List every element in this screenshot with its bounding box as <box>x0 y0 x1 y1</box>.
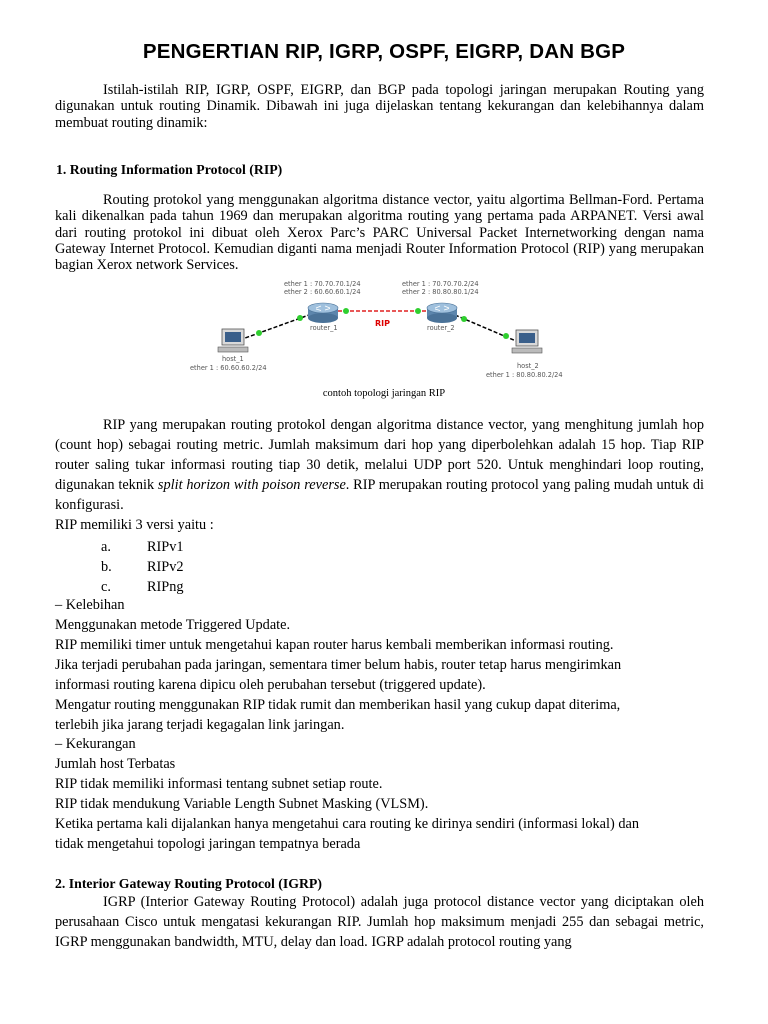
router-2-icon <box>427 303 457 323</box>
router2-ether1-label: ether 1 : 70.70.70.2/24 <box>402 280 479 288</box>
router2-ether2-label: ether 2 : 80.80.80.1/24 <box>402 288 479 296</box>
host1-label: host_1 <box>222 355 244 363</box>
version-item-name: RIPng <box>147 579 184 595</box>
router1-ether2-label: ether 2 : 60.60.60.1/24 <box>284 288 361 296</box>
host-2-computer-icon <box>512 330 542 353</box>
router2-label: router_2 <box>427 324 455 332</box>
version-item-label: b. <box>101 559 112 575</box>
pros-line: RIP memiliki timer untuk mengetahui kapan router harus kembali memberikan informasi routing. <box>55 637 614 653</box>
paragraph-2-text-a: RIP yang merupakan routing protokol dengan algoritma distance vector, yang menghitung jumlah hop (count hop) sebagai routing metric. Jumlah maksimum dari hop yang diperbolehkan adalah 15 hop. Tiap RIP router saling tukar informasi routing tiap 30 detik, melalui UDP port 520. Untuk menghindari loop routing, digunakan teknik <box>55 417 704 493</box>
pros-line: informasi routing karena dipicu oleh perubahan tersebut (triggered update). <box>55 677 486 693</box>
section1-paragraph-2 <box>55 416 704 516</box>
pros-line: terlebih jika jarang terjadi kegagalan link jaringan. <box>55 717 345 733</box>
intro-paragraph: Istilah-istilah RIP, IGRP, OSPF, EIGRP, dan BGP pada topologi jaringan merupakan Routing yang digunakan untuk routing Dinamik. Dibawah ini juga dijelaskan tentang kekurangan dan kelebihannya dalam membuat routing dinamik: <box>55 82 704 131</box>
version-item <box>101 559 184 576</box>
port-dot <box>415 308 421 314</box>
version-item-name: RIPv2 <box>147 559 184 575</box>
cons-line: RIP tidak mendukung Variable Length Subnet Masking (VLSM). <box>55 796 429 812</box>
topology-diagram <box>186 275 578 385</box>
pros-heading: – Kelebihan <box>55 597 125 613</box>
section1-paragraph-1: Routing protokol yang menggunakan algoritma distance vector, yaitu algortima Bellman-Ford. Pertama kali dikenalkan pada tahun 1969 dan merupakan algoritma routing yang pertama pada ARPANET. Versi awal dari routing protokol ini dibuat oleh Xerox Parc’s PARC Universal Packet Internetworking dengan nama Gateway Internet Protocol. Kemudian diganti nama menjadi Router Information Protocol (RIP) yang merupakan bagian Xerox network Services. <box>55 192 704 274</box>
paragraph-2-text-b: . RIP merupakan routing protocol yang paling mudah untuk di konfigurasi. <box>55 476 704 513</box>
version-item-name: RIPv1 <box>147 539 184 555</box>
cons-line: tidak mengetahui topologi jaringan tempatnya berada <box>55 836 361 852</box>
section2-paragraph-1: IGRP (Interior Gateway Routing Protocol) adalah juga protocol distance vector yang diciptakan oleh perusahaan Cisco untuk mengatasi kekurangan RIP. Jumlah hop maksimum menjadi 255 dan sebagai metric, IGRP menggunakan bandwidth, MTU, delay dan load. IGRP adalah protocol routing yang <box>55 894 704 950</box>
host1-ether-label: ether 1 : 60.60.60.2/24 <box>190 364 267 372</box>
page-title: PENGERTIAN RIP, IGRP, OSPF, EIGRP, DAN BGP <box>142 40 626 63</box>
pros-line: Menggunakan metode Triggered Update. <box>55 617 291 633</box>
pros-line: Jika terjadi perubahan pada jaringan, sementara timer belum habis, router tetap harus mengirimkan <box>55 657 622 673</box>
version-item-label: c. <box>101 579 111 595</box>
cons-line: RIP tidak memiliki informasi tentang subnet setiap route. <box>55 776 383 792</box>
cons-heading: – Kekurangan <box>55 736 136 752</box>
port-dot <box>343 308 349 314</box>
router1-ether1-label: ether 1 : 70.70.70.1/24 <box>284 280 361 288</box>
rip-topology-figure <box>186 275 578 385</box>
figure-caption: contoh topologi jaringan RIP <box>322 388 446 399</box>
version-item <box>101 579 184 596</box>
versions-intro: RIP memiliki 3 versi yaitu : <box>55 517 214 533</box>
host2-label: host_2 <box>517 362 539 370</box>
port-dot <box>256 330 262 336</box>
port-dot <box>461 316 467 322</box>
section1-heading: 1. Routing Information Protocol (RIP) <box>56 162 283 177</box>
section2-heading: 2. Interior Gateway Routing Protocol (IGRP) <box>55 876 322 891</box>
cons-line: Jumlah host Terbatas <box>55 756 176 772</box>
router-1-icon <box>308 303 338 323</box>
version-item <box>101 539 184 556</box>
pros-line: Mengatur routing menggunakan RIP tidak rumit dan memberikan hasil yang cukup dapat diterima, <box>55 697 621 713</box>
router1-label: router_1 <box>310 324 338 332</box>
port-dot <box>297 315 303 321</box>
paragraph-2-italic-term: split horizon with poison reverse <box>157 476 346 493</box>
host-1-computer-icon <box>218 329 248 352</box>
port-dot <box>503 333 509 339</box>
cons-line: Ketika pertama kali dijalankan hanya mengetahui cara routing ke dirinya sendiri (informasi lokal) dan <box>55 816 639 832</box>
version-item-label: a. <box>101 539 111 555</box>
rip-link-label: RIP <box>375 319 390 328</box>
host2-ether-label: ether 1 : 80.80.80.2/24 <box>486 371 563 379</box>
